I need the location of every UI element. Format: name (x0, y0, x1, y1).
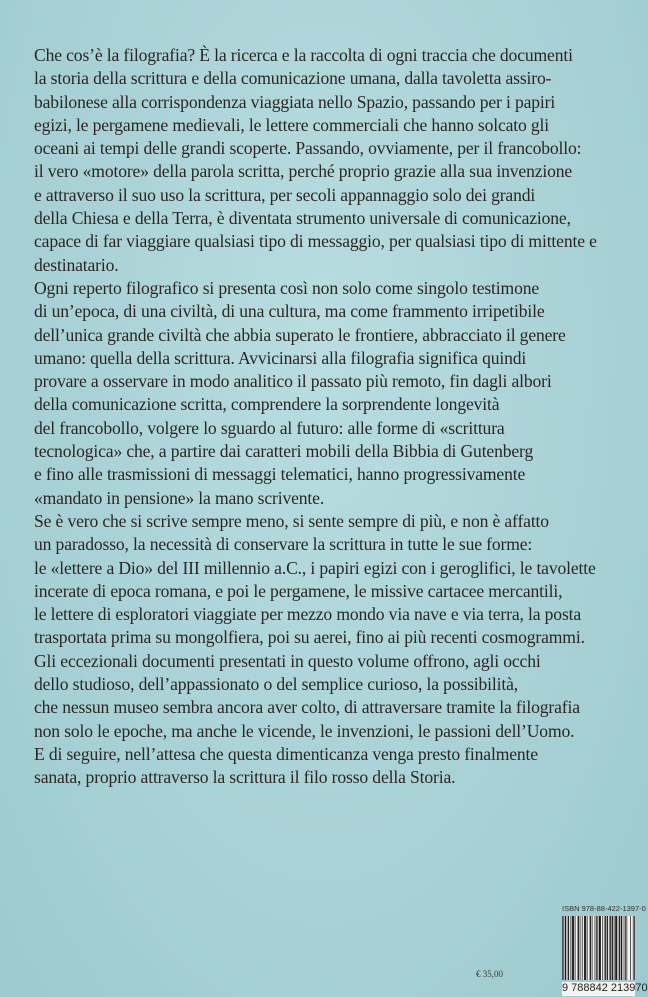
text-line: non solo le epoche, ma anche le vicende, le invenzioni, le passioni dell’Uomo. (34, 720, 575, 741)
text-line: un paradosso, la necessità di conservare la scrittura in tutte le sue forme: (34, 534, 533, 555)
text-line: Gli eccezionali documenti presentati in questo volume offrono, agli occhi (34, 650, 541, 671)
barcode-bar (621, 916, 622, 980)
barcode-bar (600, 916, 601, 980)
barcode-bar (568, 916, 569, 980)
price-label: € 35,00 (476, 969, 503, 979)
barcode-bar (630, 916, 631, 980)
barcode-bar (582, 916, 583, 980)
barcode-bar (597, 916, 598, 980)
barcode-bar (609, 916, 610, 980)
text-line: E di seguire, nell’attesa che questa dimenticanza venga presto finalmente (34, 743, 538, 764)
text-line: il vero «motore» della parola scritta, perché proprio grazie alla sua invenzione (34, 161, 573, 182)
barcode-bar (605, 916, 606, 980)
barcode-bar (572, 916, 573, 980)
barcode-bar (634, 916, 635, 980)
barcode-bar (563, 916, 564, 980)
barcode-bar (626, 916, 627, 980)
text-line: della Chiesa e della Terra, è diventata strumento universale di comunicazione, (34, 208, 571, 229)
text-line: sanata, proprio attraverso la scrittura il filo rosso della Storia. (34, 767, 456, 788)
barcode-bar (617, 916, 618, 980)
barcode-bar (625, 916, 626, 980)
barcode-bar (600, 916, 601, 980)
barcode-bar (605, 916, 606, 980)
barcode-bar (590, 916, 591, 980)
text-line: tecnologica» che, a partire dai caratteri mobili della Bibbia di Gutenberg (34, 441, 534, 462)
text-line: che nessun museo sembra ancora aver colto, di attraversare tramite la filografia (34, 697, 580, 718)
text-line: la storia della scrittura e della comunicazione umana, dalla tavoletta assiro- (34, 68, 552, 89)
barcode-bar (575, 916, 576, 980)
barcode-bar (607, 916, 608, 980)
text-line: dell’unica grande civiltà che abbia superato le frontiere, abbracciato il genere (34, 324, 566, 345)
text-line: Se è vero che si scrive sempre meno, si sente sempre di più, e non è affatto (34, 510, 549, 531)
barcode-bar (596, 916, 597, 980)
paragraph (34, 44, 624, 277)
barcode-bar (619, 916, 620, 980)
text-line: e fino alle trasmissioni di messaggi telematici, hanno progressivamente (34, 464, 526, 485)
barcode-bar (607, 916, 608, 980)
barcode-bar (612, 916, 613, 980)
paragraph (34, 650, 624, 790)
barcode-bar (573, 916, 574, 980)
text-line: e attraverso il suo uso la scrittura, per secoli appannaggio solo dei grandi (34, 184, 536, 205)
barcode-bar (585, 916, 586, 980)
text-line: le «lettere a Dio» del III millennio a.C., i papiri egizi con i geroglifici, le tavolette (34, 557, 596, 578)
barcode-bar (571, 916, 572, 980)
text-line: Che cos’è la filografia? È la ricerca e la raccolta di ogni traccia che documenti (34, 45, 573, 65)
text-line: provare a osservare in modo analitico il passato più remoto, fin dagli albori (34, 371, 552, 392)
barcode-bar (573, 916, 574, 980)
text-line: dello studioso, dell’appassionato o del semplice curioso, la possibilità, (34, 674, 519, 695)
text-line: egizi, le pergamene medievali, le lettere commerciali che hanno solcato gli (34, 114, 550, 135)
barcode-bar (633, 916, 634, 980)
barcode (562, 904, 648, 997)
text-line: incerate di epoca romana, e poi le pergamene, le missive cartacee mercantili, (34, 580, 563, 601)
text-line: trasportata prima su mongolfiera, poi su aerei, fino ai più recenti cosmogrammi. (34, 627, 585, 648)
barcode-bars (562, 916, 635, 980)
barcode-bar (584, 916, 585, 980)
text-line: oceani ai tempi delle grandi scoperte. Passando, ovviamente, per il francobollo: (34, 138, 582, 159)
text-line: «mandato in pensione» la mano scrivente. (34, 487, 325, 508)
barcode-bar (602, 916, 603, 980)
text-line: Ogni reperto filografico si presenta così non solo come singolo testimone (34, 277, 540, 298)
barcode-bar (599, 916, 600, 980)
barcode-bar (580, 916, 581, 980)
text-line: destinatario. (34, 254, 119, 275)
barcode-bar (587, 916, 588, 980)
text-line: di un’epoca, di una civiltà, di una cultura, ma come frammento irripetibile (34, 301, 545, 322)
barcode-bar (612, 916, 613, 980)
barcode-bar (595, 916, 596, 980)
paragraph (34, 277, 624, 510)
barcode-bar (562, 916, 563, 980)
barcode-bar (568, 916, 569, 980)
barcode-bar (565, 916, 566, 980)
text-line: le lettere di esploratori viaggiate per mezzo mondo via nave e via terra, la posta (34, 604, 582, 625)
isbn-label: ISBN 978-88-422-1397-0 (562, 904, 646, 913)
barcode-bar (578, 916, 579, 980)
barcode-digits: 9 788842 213970 (562, 982, 648, 994)
back-cover-text (34, 44, 624, 790)
barcode-bar (592, 916, 593, 980)
barcode-bar (585, 916, 586, 980)
paragraph (34, 510, 624, 650)
barcode-bar (566, 916, 567, 980)
barcode-bar (614, 916, 615, 980)
barcode-bar (622, 916, 623, 980)
barcode-bar (624, 916, 625, 980)
barcode-bar (590, 916, 591, 980)
text-line: del francobollo, volgere lo sguardo al futuro: alle forme di «scrittura (34, 417, 505, 438)
text-line: umano: quella della scrittura. Avvicinarsi alla filografia significa quindi (34, 347, 527, 368)
barcode-bar (610, 916, 611, 980)
text-line: babilonese alla corrispondenza viaggiata nello Spazio, passando per i papiri (34, 91, 556, 112)
text-line: capace di far viaggiare qualsiasi tipo di messaggio, per qualsiasi tipo di mittente e (34, 231, 597, 252)
text-line: della comunicazione scritta, comprendere la sorprendente longevità (34, 394, 500, 415)
barcode-bar (615, 916, 616, 980)
barcode-bar (616, 916, 617, 980)
barcode-bar (578, 916, 579, 980)
barcode-bar (619, 916, 620, 980)
